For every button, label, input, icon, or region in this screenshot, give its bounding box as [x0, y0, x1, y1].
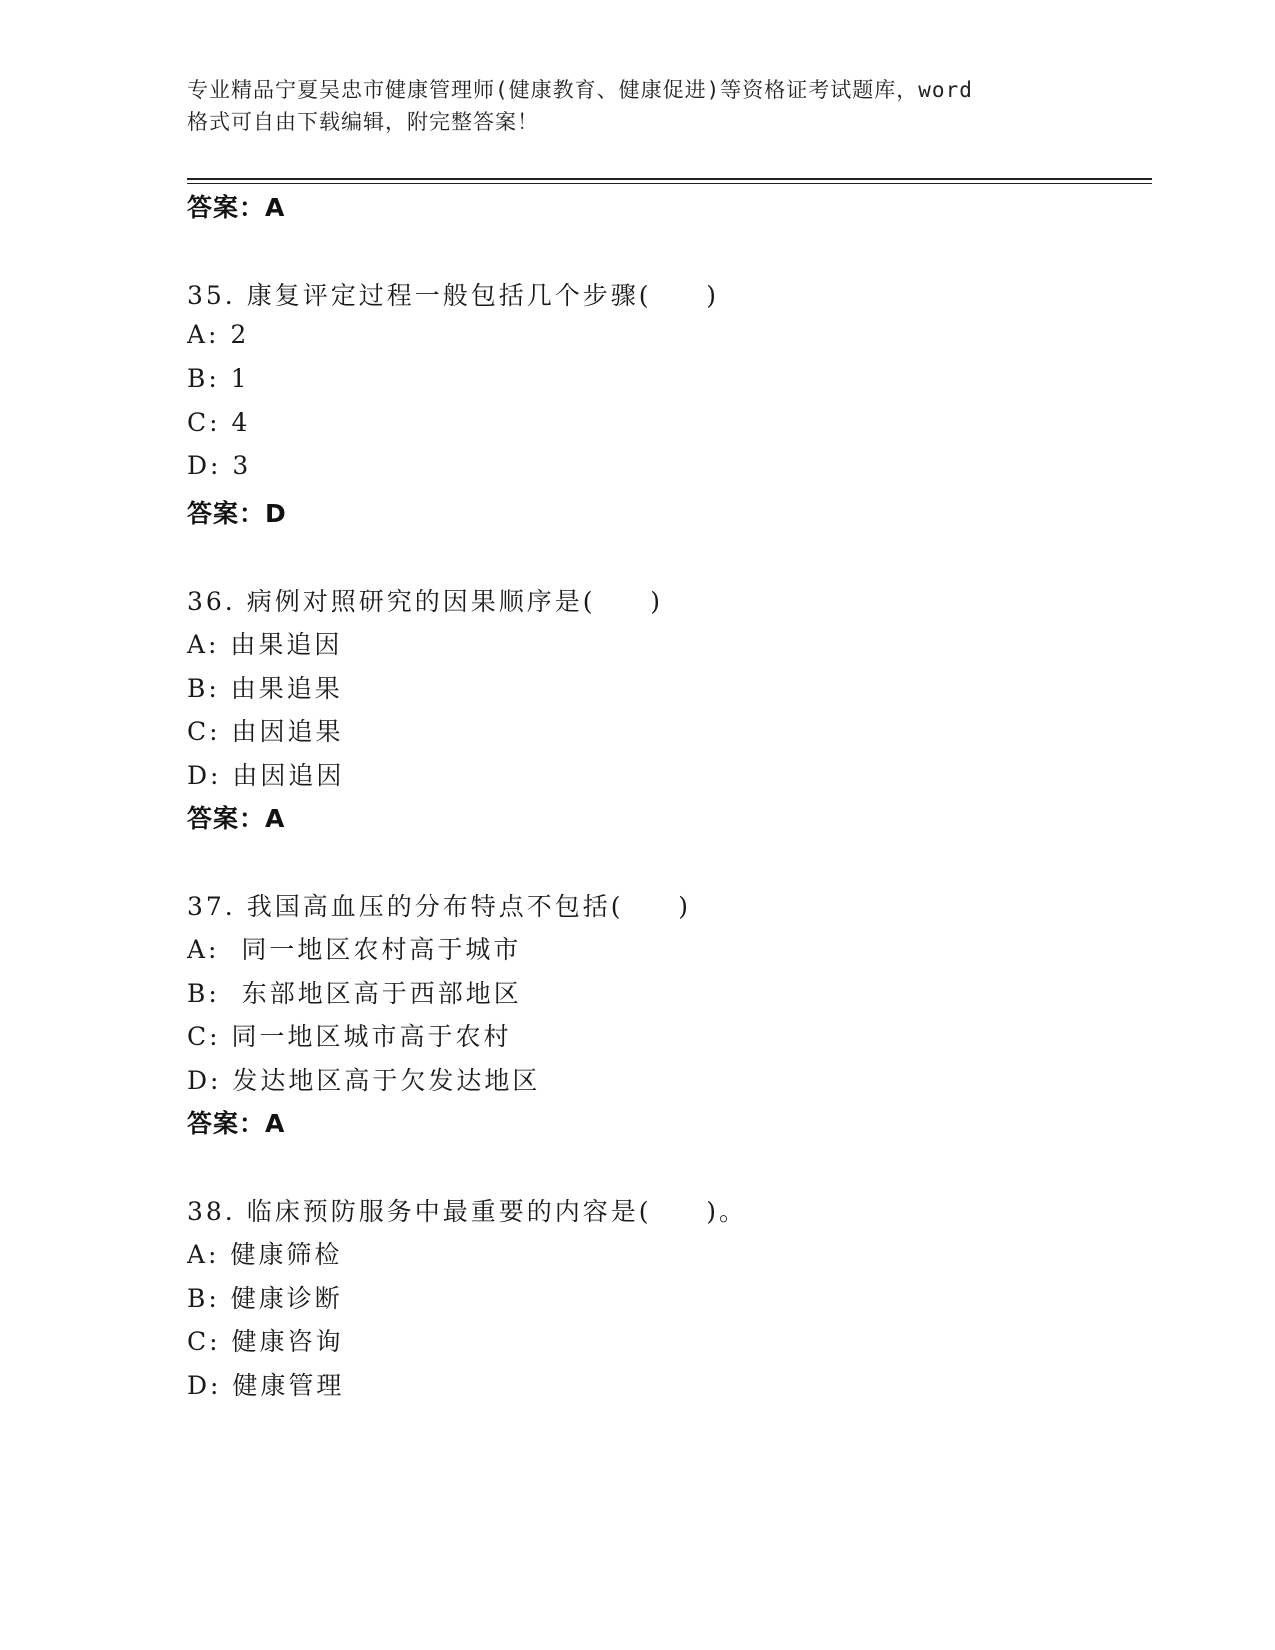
question-36-option-d: D: 由因追因 [187, 761, 345, 790]
document-header [187, 74, 1067, 138]
header-rule-thick [187, 178, 1152, 180]
header-line-2: 格式可自由下载编辑，附完整答案！ [187, 110, 539, 134]
question-38-stem: 38. 临床预防服务中最重要的内容是( )。 [187, 1197, 747, 1226]
question-35-option-c: C: 4 [187, 408, 251, 437]
question-36-option-c: C: 由因追果 [187, 717, 344, 746]
question-37-answer: 答案：A [187, 1109, 286, 1138]
question-35-answer: 答案：D [187, 499, 287, 528]
question-37-option-c: C: 同一地区城市高于农村 [187, 1022, 512, 1051]
question-36-option-b: B: 由果追果 [187, 674, 343, 703]
question-38-option-a: A: 健康筛检 [187, 1240, 343, 1269]
question-38-option-b: B: 健康诊断 [187, 1284, 343, 1313]
question-37-option-a: A: 同一地区农村高于城市 [187, 935, 522, 964]
question-35-option-b: B: 1 [187, 364, 250, 393]
question-36-stem: 36. 病例对照研究的因果顺序是( ) [187, 587, 663, 616]
header-line-1: 专业精品宁夏吴忠市健康管理师(健康教育、健康促进)等资格证考试题库，word [187, 78, 973, 102]
question-35-stem: 35. 康复评定过程一般包括几个步骤( ) [187, 281, 719, 310]
question-37-option-d: D: 发达地区高于欠发达地区 [187, 1066, 541, 1095]
answer-previous: 答案：A [187, 193, 286, 222]
question-36-option-a: A: 由果追因 [187, 630, 343, 659]
question-37-option-b: B: 东部地区高于西部地区 [187, 979, 522, 1008]
question-38-option-d: D: 健康管理 [187, 1371, 345, 1400]
question-35-option-a: A: 2 [187, 320, 250, 349]
question-38-option-c: C: 健康咨询 [187, 1327, 344, 1356]
question-37-stem: 37. 我国高血压的分布特点不包括( ) [187, 892, 691, 921]
question-36-answer: 答案：A [187, 804, 286, 833]
question-35-option-d: D: 3 [187, 451, 252, 480]
header-rule-thin [187, 183, 1152, 184]
